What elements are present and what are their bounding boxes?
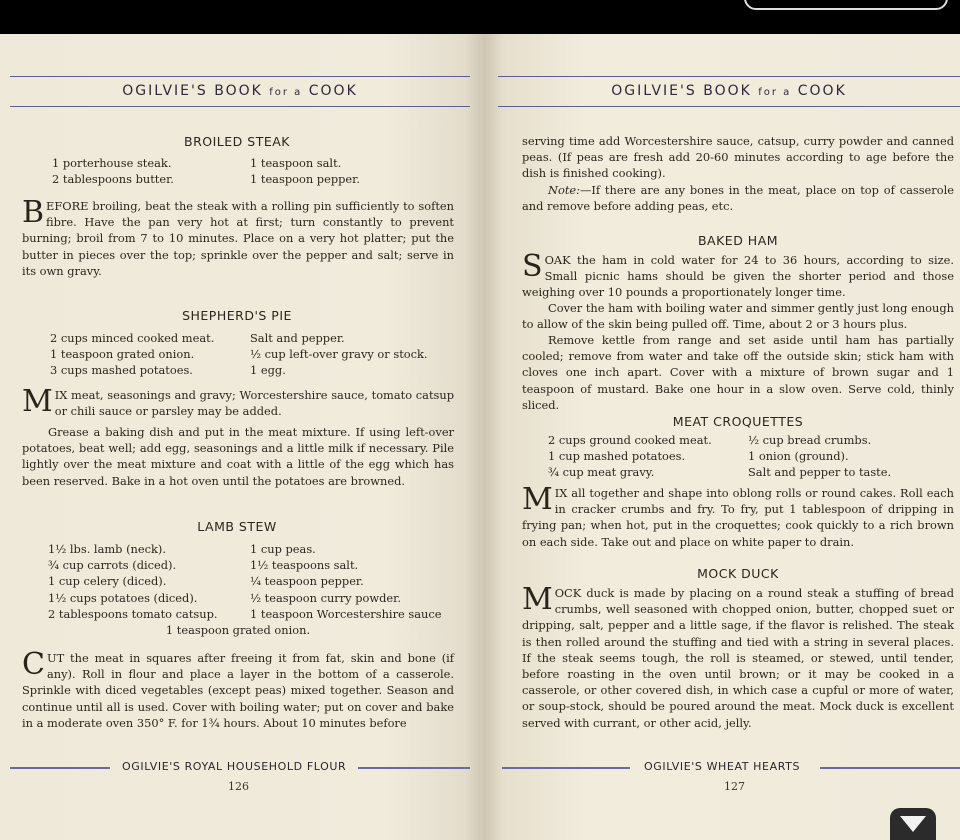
page-number-right: 127 xyxy=(724,780,745,793)
shepherds-pie-method: MIX meat, seasonings and gravy; Worcestershire sauce, tomato catsup or chili sauce or parsley may be added. xyxy=(22,384,454,419)
shepherds-pie-method-2: Grease a baking dish and put in the meat mixture. If using left-over potatoes, beat well; add egg, seasonings and a little milk if necessary. Pile lightly over the meat mixture and coat with a little of the egg which has been reserved. Bake in a hot oven until the potatoes are browned. xyxy=(22,425,454,488)
shepherds-pie-title: SHEPHERD'S PIE xyxy=(182,308,292,323)
meat-croquettes-ingredients xyxy=(548,432,892,481)
meat-croquettes-title: MEAT CROQUETTES xyxy=(672,414,804,429)
left-footer xyxy=(10,758,470,778)
baked-ham-title: BAKED HAM xyxy=(697,233,779,248)
ingredient-row: 2 tablespoons tomato catsup. 1 teaspoon Worcestershire sauce xyxy=(48,606,442,621)
right-page xyxy=(484,34,960,840)
open-cookbook xyxy=(0,34,960,840)
ingredient-row: ¾ cup carrots (diced). 1½ teaspoons salt. xyxy=(48,558,359,573)
ingredient-row: 1 teaspoon grated onion. ½ cup left-over gravy or stock. xyxy=(50,347,428,362)
ingredient-row: 3 cups mashed potatoes. 1 egg. xyxy=(50,363,286,378)
lamb-stew-title: LAMB STEW xyxy=(197,519,277,534)
baked-ham-method-3: Remove kettle from range and set aside until ham has partially cooled; remove from water and take off the outside skin; stick ham with cloves one inch apart. Cover with a mixture of brown sugar and 1 teaspoon of mustard. Bake one hour in a slow oven. Serve cold, thinly sliced. xyxy=(522,333,954,412)
right-page-header xyxy=(498,72,960,112)
ingredient-row: 1 porterhouse steak. 1 teaspoon salt. xyxy=(52,156,342,170)
page-number-left: 126 xyxy=(228,780,249,793)
ingredient-row: 1 cup mashed potatoes. 1 onion (ground). xyxy=(548,449,849,464)
viewer-top-bar xyxy=(0,0,960,34)
mock-duck-method: MOCK duck is made by placing on a round steak a stuffing of bread crumbs, well seasoned with chopped onion, butter, chopped suet or dripping, salt, pepper and a little sage, if the flavor is relished. The steak is then rolled around the stuffing and tied with a string in several places. If the steak seems tough, the roll is steamed, or stewed, until tender, before roasting in the oven until brown; or it may be cooked in a casserole, or other covered dish, in which case a cupful or more of water, or soup-stock, should be poured around the meat. Mock duck is excellent served with currant, or other acid, jelly. xyxy=(522,582,954,730)
ingredient-row: 1 cup celery (diced). ¼ teaspoon pepper. xyxy=(48,574,364,589)
broiled-steak-title: BROILED STEAK xyxy=(184,134,290,149)
mock-duck-title: MOCK DUCK xyxy=(697,566,779,581)
right-footer-label: OGILVIE'S WHEAT HEARTS xyxy=(644,760,801,773)
broiled-steak-method: BEFORE broiling, beat the steak with a rolling pin sufficiently to soften fibre. Have the pan very hot at first; turn constantly to prevent burning; broil from 7 to 10 minutes. Place on a very hot platter; put the butter in pieces over the top; sprinkle over the pepper and salt; serve in its own gravy. xyxy=(22,195,454,278)
baked-ham-method: SOAK the ham in cold water for 24 to 36 hours, according to size. Small picnic hams should be given the shorter period and those weighing over 10 pounds a proportionately longer time. xyxy=(522,249,954,300)
left-page xyxy=(0,34,484,840)
viewer-control-pill[interactable] xyxy=(744,0,948,10)
left-page-header xyxy=(10,72,470,112)
lamb-stew-ingredients xyxy=(48,541,442,622)
lamb-stew-continued: serving time add Worcestershire sauce, catsup, curry powder and canned peas. (If peas are fresh add 20-60 minutes according to age before the dish is finished cooking). xyxy=(522,134,954,181)
left-footer-label: OGILVIE'S ROYAL HOUSEHOLD FLOUR xyxy=(122,760,347,773)
ingredient-row: ¾ cup meat gravy. Salt and pepper to taste. xyxy=(548,465,892,480)
left-header-title: OGILVIE'S BOOK for a COOK xyxy=(122,83,358,99)
broiled-steak-ingredients xyxy=(52,155,360,187)
lamb-stew-method: CUT the meat in squares after freeing it from fat, skin and bone (if any). Roll in flour and place a layer in the bottom of a casserole. Sprinkle with diced vegetables (except peas) mixed together. Season and continue until all is used. Cover with boiling water; put on cover and bake in a moderate oven 350° F. for 1¾ hours. About 10 minutes before xyxy=(22,647,454,730)
shepherds-pie-ingredients xyxy=(50,330,428,379)
baked-ham-method-2: Cover the ham with boiling water and simmer gently just long enough to allow of the skin being pulled off. Time, about 2 or 3 hours plus. xyxy=(522,301,954,332)
right-footer xyxy=(502,758,960,778)
ingredient-row: 1½ lbs. lamb (neck). 1 cup peas. xyxy=(48,542,316,556)
meat-croquettes-method: MIX all together and shape into oblong rolls or round cakes. Roll each in cracker crumbs and fry. To fry, put 1 tablespoon of dripping in frying pan; when hot, put in the croquettes; cook quickly to a rich brown on each side. Take out and place on white paper to drain. xyxy=(522,482,954,549)
ingredient-row: 1½ cups potatoes (diced). ½ teaspoon curry powder. xyxy=(48,590,401,605)
ingredient-row: 2 cups minced cooked meat. Salt and pepper. xyxy=(50,331,345,345)
ingredient-row: 2 tablespoons butter. 1 teaspoon pepper. xyxy=(52,172,360,187)
lamb-stew-extra-ingredient: 1 teaspoon grated onion. xyxy=(165,623,311,637)
right-header-title: OGILVIE'S BOOK for a COOK xyxy=(611,83,847,99)
chevron-down-icon xyxy=(900,816,926,832)
lamb-stew-note: Note:—If there are any bones in the meat, place on top of casserole and remove before adding peas, etc. xyxy=(522,183,954,214)
ingredient-row: 2 cups ground cooked meat. ½ cup bread crumbs. xyxy=(548,433,872,447)
scroll-down-button[interactable] xyxy=(890,808,936,840)
